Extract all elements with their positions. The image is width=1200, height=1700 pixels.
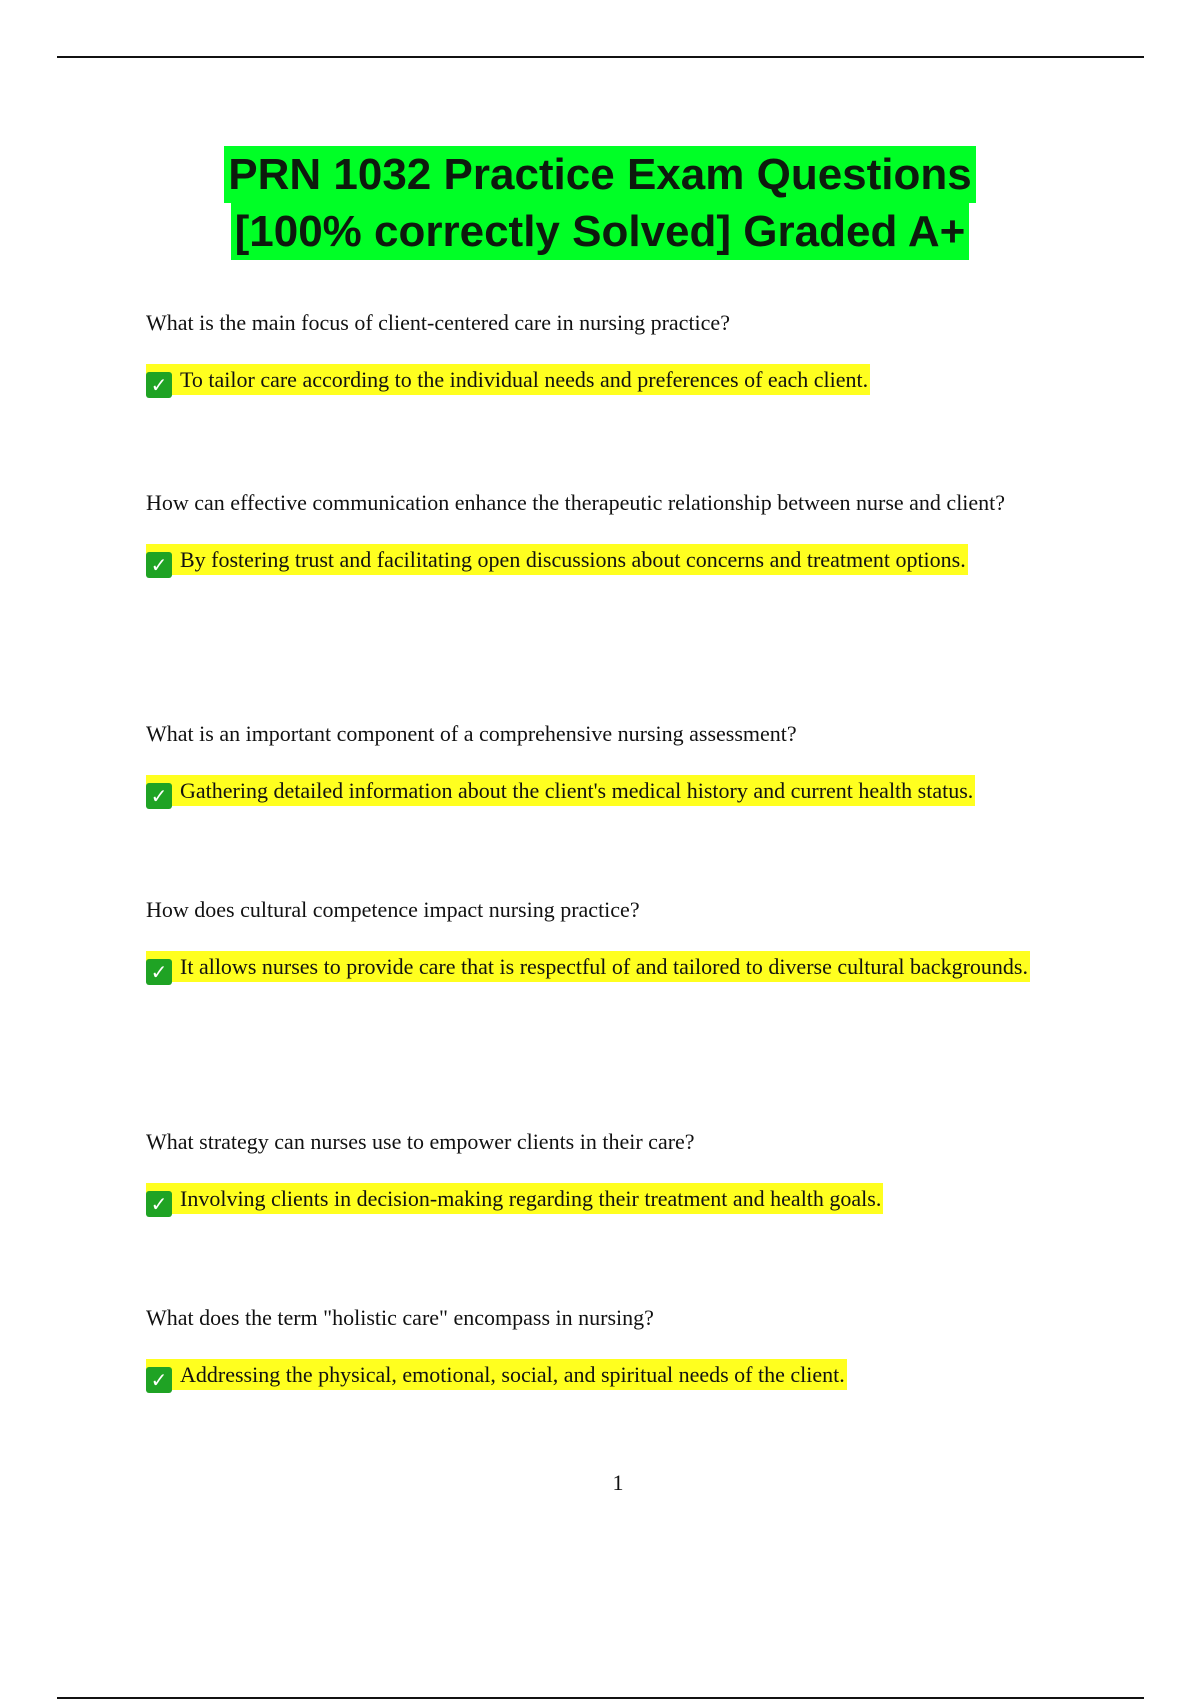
- answer-label: To tailor care according to the individual needs and preferences of each client.: [180, 367, 869, 392]
- page-title: [0, 146, 1200, 260]
- question-text: What is an important component of a comprehensive nursing assessment?: [146, 721, 797, 746]
- answer-text: [146, 937, 1096, 997]
- question-text: What does the term "holistic care" encompass in nursing?: [146, 1305, 654, 1330]
- qa-item: [146, 882, 1096, 997]
- answer-text: [146, 1345, 1096, 1405]
- page-number: 1: [612, 1470, 624, 1495]
- qa-item: [146, 706, 1096, 821]
- answer-text: [146, 350, 1096, 410]
- answer-label: By fostering trust and facilitating open discussions about concerns and treatment options.: [180, 547, 966, 572]
- bottom-rule: [57, 1697, 1144, 1699]
- qa-item: [146, 295, 1096, 410]
- answer-text: [146, 1169, 1096, 1229]
- question-text: How can effective communication enhance the therapeutic relationship between nurse and client?: [146, 490, 1006, 515]
- title-line-2: [100% correctly Solved] Graded A+: [231, 203, 970, 260]
- check-mark-icon: ✓: [146, 1191, 172, 1217]
- check-mark-icon: ✓: [146, 1367, 172, 1393]
- question-text: What strategy can nurses use to empower clients in their care?: [146, 1129, 695, 1154]
- answer-label: Gathering detailed information about the client's medical history and current health status.: [180, 778, 974, 803]
- qa-item: [146, 1114, 1096, 1229]
- answer-label: Involving clients in decision-making regarding their treatment and health goals.: [180, 1186, 882, 1211]
- title-line-1: PRN 1032 Practice Exam Questions: [224, 146, 975, 203]
- check-mark-icon: ✓: [146, 959, 172, 985]
- check-mark-icon: ✓: [146, 372, 172, 398]
- answer-label: It allows nurses to provide care that is respectful of and tailored to diverse cultural backgrounds.: [180, 954, 1028, 979]
- question-text: What is the main focus of client-centered care in nursing practice?: [146, 310, 730, 335]
- qa-item: [146, 1290, 1096, 1405]
- check-mark-icon: ✓: [146, 552, 172, 578]
- answer-text: [146, 530, 1096, 590]
- answer-label: Addressing the physical, emotional, social, and spiritual needs of the client.: [180, 1362, 845, 1387]
- qa-item: [146, 475, 1096, 590]
- answer-text: [146, 761, 1096, 821]
- question-text: How does cultural competence impact nursing practice?: [146, 897, 640, 922]
- top-rule: [57, 56, 1144, 58]
- check-mark-icon: ✓: [146, 783, 172, 809]
